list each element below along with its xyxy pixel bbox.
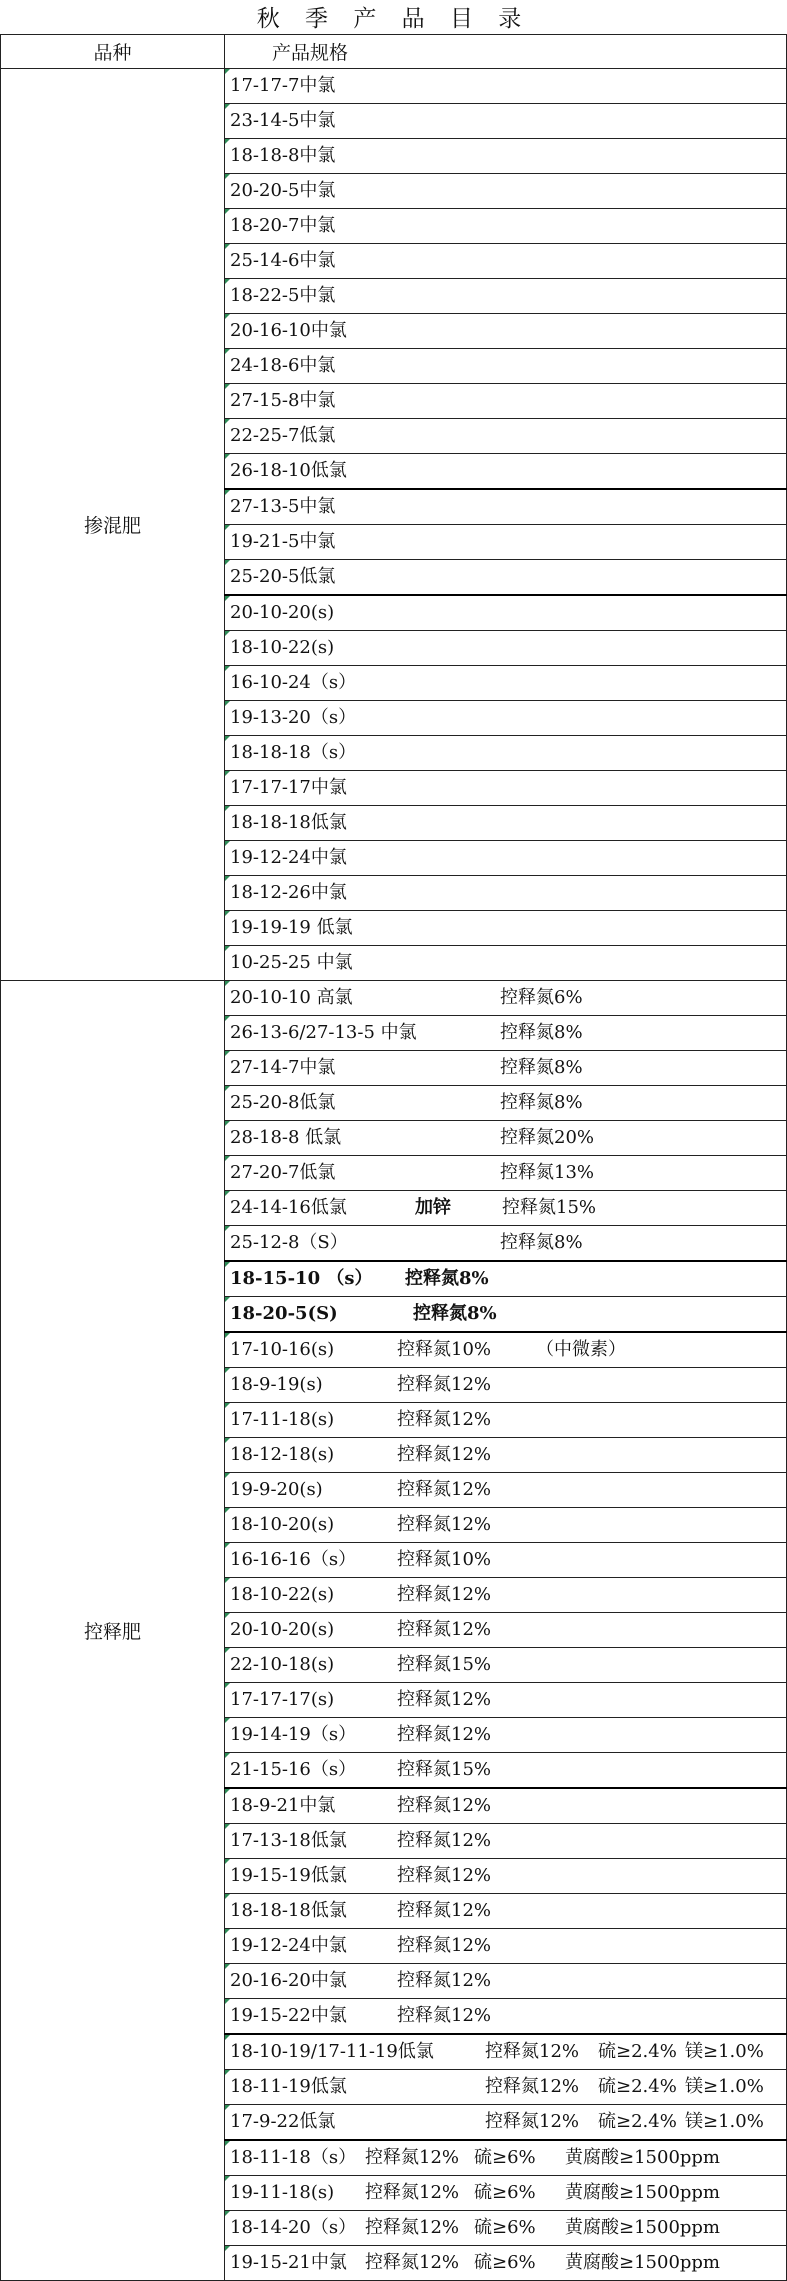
spec-label: 22-10-18(s) bbox=[230, 1654, 335, 1675]
spec-label: 27-13-5中氯 bbox=[230, 496, 336, 517]
spec-content bbox=[230, 384, 786, 418]
spec-label: 17-17-17中氯 bbox=[230, 777, 347, 798]
spec-content bbox=[230, 1473, 786, 1507]
spec-content bbox=[230, 1226, 786, 1260]
spec-label: 19-12-24中氯 bbox=[230, 847, 347, 868]
spec-detail: 控释氮20% bbox=[500, 1127, 595, 1148]
spec-content bbox=[230, 1121, 786, 1155]
spec-content bbox=[230, 454, 786, 488]
spec-detail: 控释氮10% bbox=[397, 1549, 492, 1570]
spec-label: 18-12-18(s) bbox=[230, 1444, 335, 1465]
spec-cell bbox=[225, 1683, 787, 1718]
spec-label: 17-17-17(s) bbox=[230, 1689, 335, 1710]
spec-label: 19-21-5中氯 bbox=[230, 531, 336, 552]
spec-detail: 控释氮15% bbox=[397, 1654, 492, 1675]
spec-label: 18-11-18（s） bbox=[230, 2147, 357, 2168]
spec-content bbox=[230, 209, 786, 243]
spec-content bbox=[230, 1333, 786, 1367]
spec-content bbox=[230, 1368, 786, 1402]
spec-label: 18-22-5中氯 bbox=[230, 285, 336, 306]
spec-cell bbox=[225, 2211, 787, 2246]
spec-content bbox=[230, 419, 786, 453]
spec-detail: 黄腐酸≥1500ppm bbox=[565, 2217, 721, 2238]
spec-label: 18-12-26中氯 bbox=[230, 882, 347, 903]
spec-detail: 控释氮12% bbox=[397, 1409, 492, 1430]
spec-content bbox=[230, 1753, 786, 1787]
spec-cell bbox=[225, 911, 787, 946]
spec-cell bbox=[225, 244, 787, 279]
product-table bbox=[0, 34, 787, 2281]
spec-cell bbox=[225, 1508, 787, 1543]
spec-detail: 控释氮12% bbox=[397, 1830, 492, 1851]
spec-cell bbox=[225, 1718, 787, 1753]
spec-detail: 控释氮12% bbox=[397, 1444, 492, 1465]
spec-content bbox=[230, 349, 786, 383]
spec-label: 20-10-20(s) bbox=[230, 602, 335, 623]
spec-cell bbox=[225, 139, 787, 174]
spec-detail: 硫≥2.4% bbox=[598, 2111, 677, 2132]
spec-detail: 加锌 bbox=[415, 1197, 451, 1218]
spec-cell bbox=[225, 1859, 787, 1894]
spec-content bbox=[230, 1543, 786, 1577]
spec-label: 24-14-16低氯 bbox=[230, 1197, 347, 1218]
spec-content bbox=[230, 981, 786, 1015]
spec-label: 20-20-5中氯 bbox=[230, 180, 336, 201]
spec-label: 19-12-24中氯 bbox=[230, 1935, 347, 1956]
spec-cell bbox=[225, 1368, 787, 1403]
table-row bbox=[1, 981, 787, 1016]
spec-detail: 控释氮8% bbox=[405, 1268, 489, 1289]
spec-cell bbox=[225, 1332, 787, 1368]
spec-cell bbox=[225, 1613, 787, 1648]
spec-label: 25-20-8低氯 bbox=[230, 1092, 336, 1113]
spec-label: 19-15-21中氯 bbox=[230, 2252, 347, 2273]
spec-cell bbox=[225, 2105, 787, 2141]
spec-label: 18-10-20(s) bbox=[230, 1514, 335, 1535]
spec-content bbox=[230, 946, 786, 980]
spec-label: 18-10-22(s) bbox=[230, 637, 335, 658]
spec-detail: 控释氮15% bbox=[397, 1759, 492, 1780]
spec-label: 17-9-22低氯 bbox=[230, 2111, 336, 2132]
spec-detail: 硫≥2.4% bbox=[598, 2076, 677, 2097]
spec-label: 18-20-7中氯 bbox=[230, 215, 336, 236]
spec-cell bbox=[225, 841, 787, 876]
spec-content bbox=[230, 279, 786, 313]
spec-detail: 控释氮12% bbox=[397, 1724, 492, 1745]
spec-content bbox=[230, 1824, 786, 1858]
spec-content bbox=[230, 2246, 786, 2280]
spec-label: 20-10-20(s) bbox=[230, 1619, 335, 1640]
spec-content bbox=[230, 560, 786, 594]
spec-detail: 镁≥1.0% bbox=[685, 2111, 764, 2132]
spec-detail: 控释氮12% bbox=[397, 1374, 492, 1395]
spec-content bbox=[230, 666, 786, 700]
spec-label: 18-10-22(s) bbox=[230, 1584, 335, 1605]
spec-detail: 控释氮12% bbox=[365, 2182, 460, 2203]
spec-label: 18-14-20（s） bbox=[230, 2217, 357, 2238]
spec-cell bbox=[225, 806, 787, 841]
spec-label: 16-16-16（s） bbox=[230, 1549, 357, 1570]
spec-cell bbox=[225, 1191, 787, 1226]
spec-content bbox=[230, 1683, 786, 1717]
spec-detail: 控释氮8% bbox=[500, 1057, 583, 1078]
spec-label: 18-10-19/17-11-19低氯 bbox=[230, 2041, 434, 2062]
spec-cell bbox=[225, 1121, 787, 1156]
spec-cell bbox=[225, 279, 787, 314]
spec-label: 25-14-6中氯 bbox=[230, 250, 336, 271]
spec-label: 18-9-21中氯 bbox=[230, 1795, 336, 1816]
spec-detail: 控释氮6% bbox=[500, 987, 583, 1008]
spec-cell bbox=[225, 981, 787, 1016]
spec-content bbox=[230, 1086, 786, 1120]
spec-content bbox=[230, 1718, 786, 1752]
spec-cell bbox=[225, 209, 787, 244]
spec-detail: 控释氮8% bbox=[500, 1092, 583, 1113]
spec-detail: 黄腐酸≥1500ppm bbox=[565, 2252, 721, 2273]
spec-label: 19-13-20（s） bbox=[230, 707, 357, 728]
spec-cell bbox=[225, 631, 787, 666]
spec-cell bbox=[225, 1261, 787, 1297]
spec-content bbox=[230, 1999, 786, 2033]
spec-cell bbox=[225, 560, 787, 596]
spec-content bbox=[230, 1051, 786, 1085]
spec-content bbox=[230, 104, 786, 138]
spec-label: 18-11-19低氯 bbox=[230, 2076, 347, 2097]
spec-label: 28-18-8 低氯 bbox=[230, 1127, 342, 1148]
spec-cell bbox=[225, 525, 787, 560]
spec-cell bbox=[225, 489, 787, 525]
spec-label: 25-12-8（S） bbox=[230, 1232, 348, 1253]
spec-cell bbox=[225, 104, 787, 139]
spec-detail: 控释氮12% bbox=[397, 1970, 492, 1991]
product-table-body bbox=[1, 35, 787, 2281]
spec-detail: 控释氮12% bbox=[397, 1479, 492, 1500]
spec-detail: 控释氮12% bbox=[397, 1619, 492, 1640]
spec-label: 18-18-18低氯 bbox=[230, 812, 347, 833]
spec-content bbox=[230, 1016, 786, 1050]
spec-detail: 镁≥1.0% bbox=[685, 2076, 764, 2097]
spec-label: 21-15-16（s） bbox=[230, 1759, 357, 1780]
spec-detail: 黄腐酸≥1500ppm bbox=[565, 2147, 721, 2168]
spec-content bbox=[230, 911, 786, 945]
spec-cell bbox=[225, 454, 787, 490]
header-row bbox=[1, 35, 787, 69]
spec-label: 17-17-7中氯 bbox=[230, 75, 336, 96]
spec-label: 19-15-19低氯 bbox=[230, 1865, 347, 1886]
category-cell: 控释肥 bbox=[1, 981, 225, 2281]
spec-detail: 控释氮12% bbox=[397, 1900, 492, 1921]
spec-detail: 控释氮12% bbox=[365, 2252, 460, 2273]
header-spec: 产品规格 bbox=[225, 35, 787, 69]
spec-cell bbox=[225, 314, 787, 349]
spec-cell bbox=[225, 595, 787, 631]
spec-detail: 控释氮8% bbox=[413, 1303, 497, 1324]
spec-cell bbox=[225, 1403, 787, 1438]
spec-label: 20-10-10 高氯 bbox=[230, 987, 353, 1008]
spec-detail: 控释氮15% bbox=[502, 1197, 597, 1218]
spec-content bbox=[230, 1508, 786, 1542]
spec-content bbox=[230, 2176, 786, 2210]
spec-detail: 控释氮12% bbox=[397, 1935, 492, 1956]
spec-detail: 硫≥6% bbox=[474, 2182, 536, 2203]
spec-content bbox=[230, 596, 786, 630]
spec-content bbox=[230, 1613, 786, 1647]
spec-cell bbox=[225, 946, 787, 981]
spec-cell bbox=[225, 1016, 787, 1051]
spec-content bbox=[230, 631, 786, 665]
spec-detail: 控释氮8% bbox=[500, 1022, 583, 1043]
spec-content bbox=[230, 244, 786, 278]
spec-content bbox=[230, 2211, 786, 2245]
spec-detail: 硫≥6% bbox=[474, 2217, 536, 2238]
spec-content bbox=[230, 841, 786, 875]
spec-cell bbox=[225, 384, 787, 419]
spec-content bbox=[230, 525, 786, 559]
spec-detail: 硫≥6% bbox=[474, 2252, 536, 2273]
spec-label: 17-10-16(s) bbox=[230, 1339, 335, 1360]
spec-cell bbox=[225, 1543, 787, 1578]
spec-detail: 黄腐酸≥1500ppm bbox=[565, 2182, 721, 2203]
spec-cell bbox=[225, 1438, 787, 1473]
spec-cell bbox=[225, 771, 787, 806]
spec-cell bbox=[225, 2034, 787, 2070]
spec-label: 18-9-19(s) bbox=[230, 1374, 323, 1395]
spec-cell bbox=[225, 2246, 787, 2281]
spec-content bbox=[230, 174, 786, 208]
spec-content bbox=[230, 314, 786, 348]
spec-detail: 控释氮12% bbox=[397, 1514, 492, 1535]
spec-cell bbox=[225, 1894, 787, 1929]
spec-content bbox=[230, 701, 786, 735]
spec-content bbox=[230, 806, 786, 840]
spec-content bbox=[230, 490, 786, 524]
spec-detail: 控释氮12% bbox=[397, 1689, 492, 1710]
spec-content bbox=[230, 1648, 786, 1682]
spec-detail: 控释氮12% bbox=[397, 1795, 492, 1816]
spec-content bbox=[230, 1894, 786, 1928]
spec-label: 25-20-5低氯 bbox=[230, 566, 336, 587]
spec-cell bbox=[225, 419, 787, 454]
spec-content bbox=[230, 1297, 786, 1331]
spec-label: 27-14-7中氯 bbox=[230, 1057, 336, 1078]
spec-label: 10-25-25 中氯 bbox=[230, 952, 353, 973]
spec-label: 17-11-18(s) bbox=[230, 1409, 335, 1430]
spec-cell bbox=[225, 174, 787, 209]
spec-cell bbox=[225, 876, 787, 911]
table-row bbox=[1, 69, 787, 104]
page-title: 秋 季 产 品 目 录 bbox=[256, 6, 531, 32]
spec-detail: 控释氮12% bbox=[397, 2005, 492, 2026]
spec-label: 18-18-18低氯 bbox=[230, 1900, 347, 1921]
spec-content bbox=[230, 771, 786, 805]
spec-detail: 控释氮12% bbox=[397, 1584, 492, 1605]
spec-label: 16-10-24（s） bbox=[230, 672, 357, 693]
spec-detail: 硫≥6% bbox=[474, 2147, 536, 2168]
spec-label: 18-18-8中氯 bbox=[230, 145, 336, 166]
spec-detail: 硫≥2.4% bbox=[598, 2041, 677, 2062]
spec-content bbox=[230, 1438, 786, 1472]
spec-label: 17-13-18低氯 bbox=[230, 1830, 347, 1851]
spec-cell bbox=[225, 69, 787, 104]
spec-label: 26-13-6/27-13-5 中氯 bbox=[230, 1022, 417, 1043]
spec-content bbox=[230, 1156, 786, 1190]
spec-label: 24-18-6中氯 bbox=[230, 355, 336, 376]
spec-content bbox=[230, 1191, 786, 1225]
spec-label: 22-25-7低氯 bbox=[230, 425, 336, 446]
spec-detail: 控释氮10% bbox=[397, 1339, 492, 1360]
spec-detail: 控释氮12% bbox=[485, 2111, 580, 2132]
spec-content bbox=[230, 1964, 786, 1998]
spec-cell bbox=[225, 2140, 787, 2176]
spec-content bbox=[230, 1789, 786, 1823]
spec-content bbox=[230, 69, 786, 103]
spec-label: 19-19-19 低氯 bbox=[230, 917, 353, 938]
spec-content bbox=[230, 1929, 786, 1963]
spec-detail: 控释氮12% bbox=[485, 2041, 580, 2062]
spec-content bbox=[230, 139, 786, 173]
spec-content bbox=[230, 2035, 786, 2069]
spec-detail: 控释氮12% bbox=[485, 2076, 580, 2097]
category-cell: 掺混肥 bbox=[1, 69, 225, 981]
spec-cell bbox=[225, 1051, 787, 1086]
header-category: 品种 bbox=[1, 35, 225, 69]
spec-cell bbox=[225, 1929, 787, 1964]
spec-cell bbox=[225, 666, 787, 701]
spec-detail: 控释氮8% bbox=[500, 1232, 583, 1253]
spec-cell bbox=[225, 1964, 787, 1999]
spec-content bbox=[230, 2105, 786, 2139]
spec-label: 19-14-19（s） bbox=[230, 1724, 357, 1745]
spec-content bbox=[230, 1262, 786, 1296]
spec-label: 20-16-10中氯 bbox=[230, 320, 347, 341]
spec-detail: 控释氮12% bbox=[397, 1865, 492, 1886]
spec-label: 19-15-22中氯 bbox=[230, 2005, 347, 2026]
spec-cell bbox=[225, 349, 787, 384]
spec-detail: 控释氮12% bbox=[365, 2147, 460, 2168]
spec-content bbox=[230, 1403, 786, 1437]
spec-content bbox=[230, 2070, 786, 2104]
spec-content bbox=[230, 1859, 786, 1893]
spec-content bbox=[230, 2141, 786, 2175]
spec-detail: （中微素） bbox=[536, 1339, 626, 1360]
spec-detail: 控释氮12% bbox=[365, 2217, 460, 2238]
spec-cell bbox=[225, 1156, 787, 1191]
spec-label: 18-15-10 （s） bbox=[230, 1268, 373, 1289]
spec-cell bbox=[225, 1578, 787, 1613]
spec-cell bbox=[225, 1086, 787, 1121]
spec-cell bbox=[225, 1753, 787, 1789]
spec-cell bbox=[225, 1648, 787, 1683]
spec-detail: 镁≥1.0% bbox=[685, 2041, 764, 2062]
spec-content bbox=[230, 876, 786, 910]
spec-cell bbox=[225, 1999, 787, 2035]
spec-detail: 控释氮13% bbox=[500, 1162, 595, 1183]
spec-cell bbox=[225, 701, 787, 736]
spec-content bbox=[230, 736, 786, 770]
spec-cell bbox=[225, 1788, 787, 1824]
spec-cell bbox=[225, 736, 787, 771]
spec-cell bbox=[225, 1226, 787, 1262]
spec-label: 26-18-10低氯 bbox=[230, 460, 347, 481]
spec-cell bbox=[225, 2070, 787, 2105]
spec-cell bbox=[225, 1824, 787, 1859]
spec-cell bbox=[225, 2176, 787, 2211]
spec-label: 20-16-20中氯 bbox=[230, 1970, 347, 1991]
spec-label: 23-14-5中氯 bbox=[230, 110, 336, 131]
spec-label: 19-9-20(s) bbox=[230, 1479, 323, 1500]
spec-label: 27-15-8中氯 bbox=[230, 390, 336, 411]
spec-content bbox=[230, 1578, 786, 1612]
spec-label: 19-11-18(s) bbox=[230, 2182, 335, 2203]
spec-cell bbox=[225, 1473, 787, 1508]
spec-label: 18-18-18（s） bbox=[230, 742, 357, 763]
spec-label: 27-20-7低氯 bbox=[230, 1162, 336, 1183]
spec-label: 18-20-5(S) bbox=[230, 1303, 338, 1324]
spec-cell bbox=[225, 1297, 787, 1333]
